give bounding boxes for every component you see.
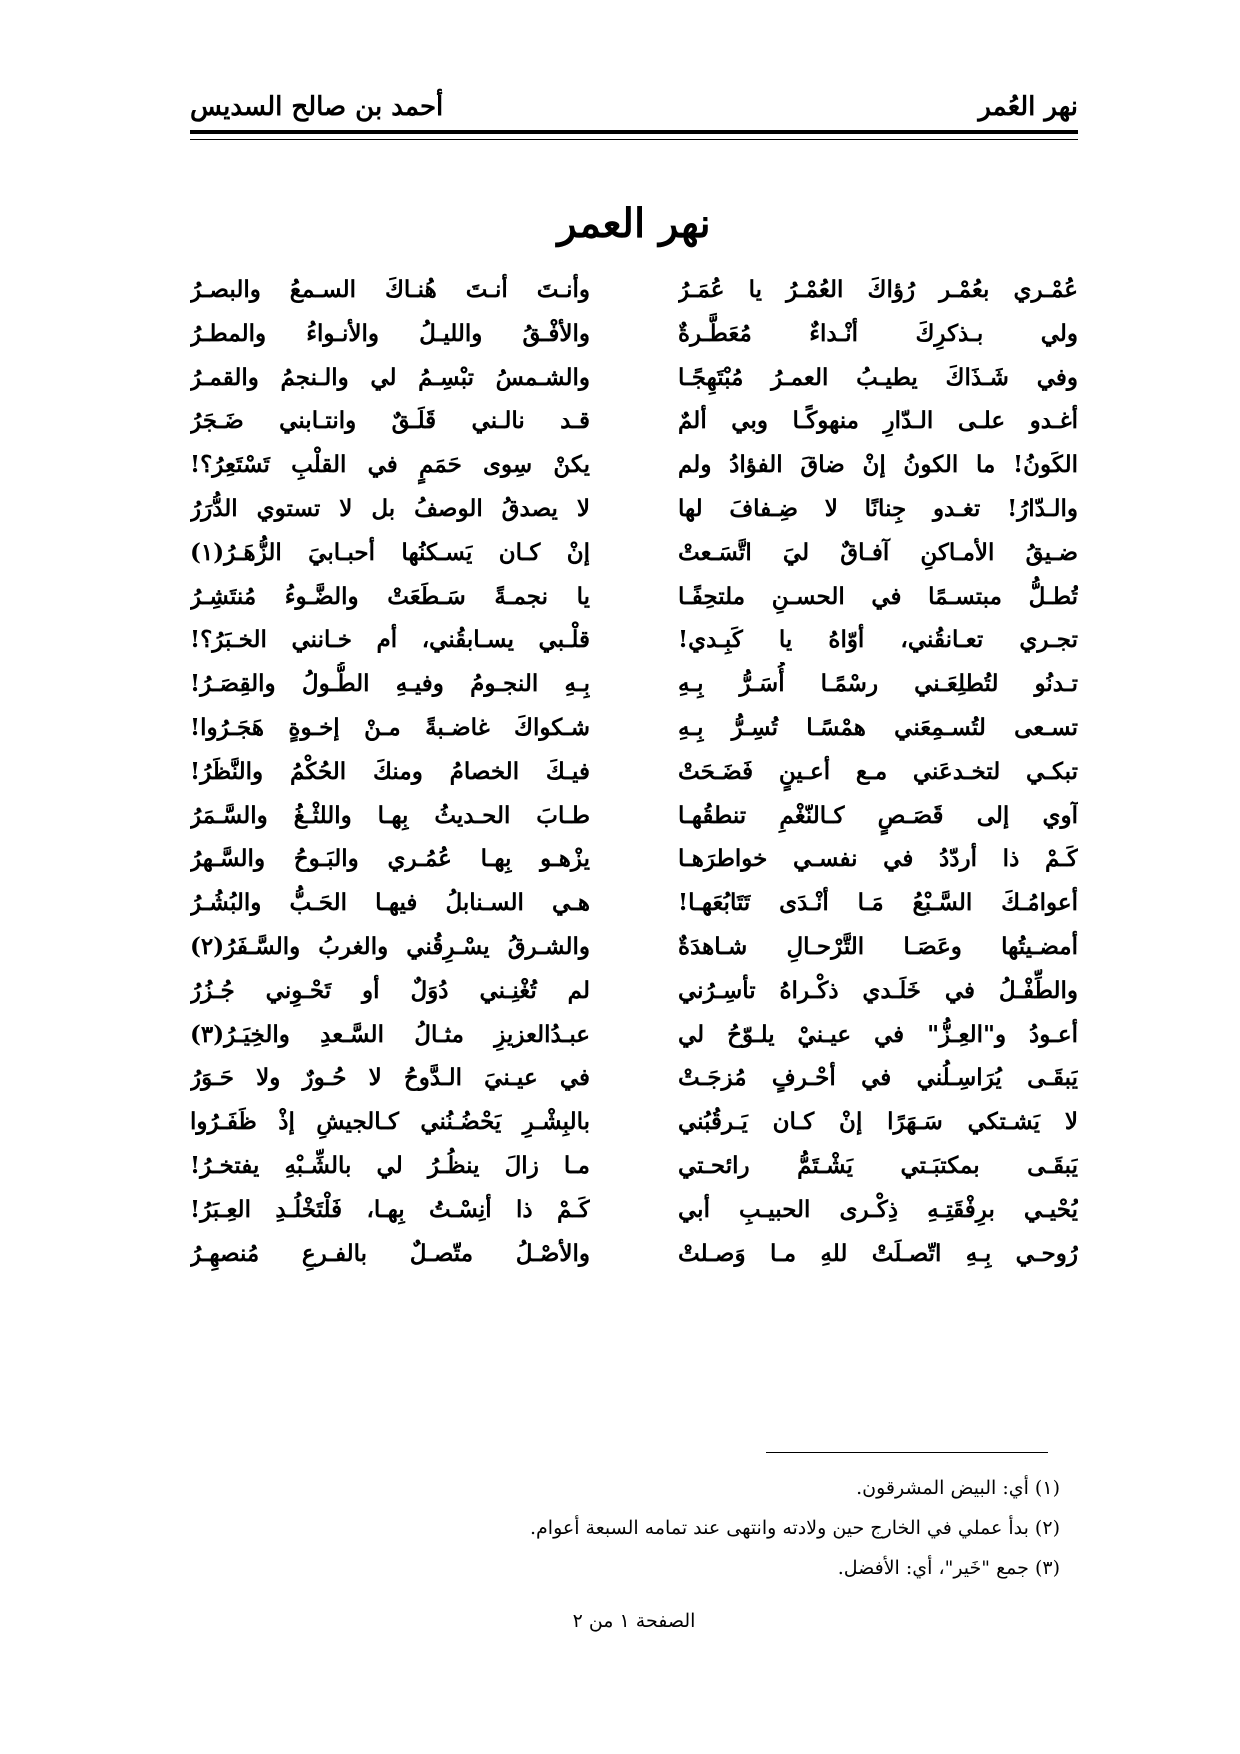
header-poem-title: نهر العُمر: [978, 92, 1078, 122]
verse-ajz: والشـمسُ تبْسِـمُ لي والـنجمُ والقمـرُ: [190, 363, 590, 391]
verse-ajz: والأصْـلُ متّصـلٌ بالفـرعِ مُنصهِـرُ: [190, 1239, 590, 1267]
verse-ajz: عبـدُالعزيزِ مثـالُ السَّـعدِ والخِيَـرُ(٣): [190, 1020, 590, 1048]
verse-ajz: في عيـنيَ الـدَّوحُ لا حُـورٌ ولا حَـوَرُ: [190, 1064, 590, 1092]
verse-sadr: وفي شَـذَاكَ يطيـبُ العمـرُ مُبْتَهِجًـا: [678, 363, 1078, 391]
verse-ajz: كَـمْ ذا أنِسْـتُ بِهـا، فَلْتَخْلُـدِ العِـبَرُ!: [190, 1195, 590, 1223]
verse-sadr: أمضـيتُها وعَصَـا التَّرْحـالِ شـاهدَةٌ: [678, 932, 1078, 960]
verse-ajz: طـابَ الحـديثُ بِهـا واللثْـغُ والسَّـمَرُ: [190, 801, 590, 829]
verse-sadr: الكَونُ! ما الكونُ إنْ ضاقَ الفؤادُ ولم: [678, 451, 1078, 479]
verse-sadr: ضـيقُ الأمـاكنِ آفـاقٌ ليَ اتَّسَـعتْ: [678, 538, 1078, 566]
verse-ajz: قلْـبي يسـابقُني، أم خـانني الخـبَرُ؟!: [190, 626, 590, 654]
verse-sadr: والطِّفْـلُ في خَلَـدي ذكْـراهُ تأسِـرُني: [678, 976, 1078, 1004]
verse-sadr: تجـري تعـانقُني، أوّاهُ يا كَبِـدي!: [678, 626, 1078, 654]
page-header: [190, 78, 1078, 122]
verse-sadr: عُمْـري بعُمْـر رُؤاكَ العُمْـرُ يا عُمَـرُ: [678, 276, 1078, 303]
header-rule-thin: [190, 139, 1078, 140]
verse-sadr: لا يَشـتكي سَـهَرًا إنْ كـان يَـرقُبُني: [678, 1108, 1078, 1136]
verse-sadr: يَبقَـى بمكتبَـتي يَشْـتَمُّ رائحـتي: [678, 1151, 1078, 1179]
page-number: الصفحة ١ من ٢: [572, 1610, 696, 1632]
ajz-column: [190, 268, 590, 1275]
verse-sadr: والـدّارُ! تغـدو جِنانًا لا ضِـفافَ لها: [678, 494, 1078, 522]
poem-body: [190, 268, 1078, 1275]
verse-sadr: يُحْيـي برِفْقَتِـهِ ذِكْـرى الحبيـبِ أبي: [678, 1195, 1078, 1223]
verse-ajz: وأنـتَ أنـتَ هُنـاكَ السـمعُ والبصـرُ: [190, 276, 590, 303]
verse-ajz: يا نجمـةً سَـطَعَتْ والضَّـوءُ مُنتَشِـرُ: [190, 582, 590, 610]
footnote: (٢) بدأ عملي في الخارج حين ولادته وانتهى عند تمامه السبعة أعوام.: [529, 1517, 1060, 1539]
sadr-column: [678, 268, 1078, 1275]
verse-sadr: كَـمْ ذا أردّدُ في نفسـي خواطرَهـا: [678, 845, 1078, 873]
header-author: أحمد بن صالح السديس: [190, 92, 444, 122]
verse-sadr: آوي إلى قَصَـصٍ كـالنّغْمِ تنطقُهـا: [678, 801, 1078, 829]
verse-ajz: يزْهـو بِهـا عُمُـري والبَـوحُ والسَّـهرُ: [190, 845, 590, 873]
footnote: (١) أي: البيض المشرقون.: [856, 1477, 1060, 1499]
verse-ajz: لم تُغْنِـني دُوَلٌ أو تَحْـوِني جُـزُرُ: [190, 976, 590, 1004]
verse-ajz: بالبِشْـرِ يَحْضُـنُني كـالجيشِ إذْ ظَفَـرُوا: [190, 1108, 590, 1136]
verse-sadr: يَبقَـى يُرَاسِـلُني في أحْـرفٍ مُزجَـتْ: [678, 1064, 1078, 1092]
verse-ajz: شـكواكَ غاضـبةً مـنْ إخـوةٍ هَجَـرُوا!: [190, 713, 590, 741]
verse-sadr: أغـدو علـى الـدّارِ منهوكًـا وبي ألمٌ: [678, 407, 1078, 435]
footnote: (٣) جمع "خَير"، أي: الأفضل.: [837, 1557, 1060, 1579]
verse-ajz: فيـكَ الخصامُ ومنكَ الحُكْمُ والنَّظَرُ!: [190, 757, 590, 785]
verse-ajz: قـد نالـني قَلَـقٌ وانتـابني ضَـجَرُ: [190, 407, 590, 435]
footnote-separator: [766, 1452, 1048, 1453]
verse-sadr: تُطـلُّ مبتسـمًا في الحسـنِ ملتحِفًـا: [678, 582, 1078, 610]
footnotes: [190, 1468, 1060, 1588]
verse-sadr: تبكـي لتخـدعَني مـع أعـينٍ فَضَـحَتْ: [678, 757, 1078, 785]
verse-ajz: والأفْـقُ والليـلُ والأنـواءُ والمطـرُ: [190, 319, 590, 347]
poem-title: نهر العمر: [557, 200, 711, 247]
verse-ajz: هـي السـنابلُ فيهـا الحَـبُّ والبُشُـرُ: [190, 889, 590, 917]
verse-sadr: تـدنُو لتُطلِعَـني رسْمًـا أُسَـرُّ بِـهِ: [678, 670, 1078, 698]
verse-sadr: رُوحـي بِـهِ اتّصـلَتْ للهِ مـا وَصـلتْ: [678, 1239, 1078, 1267]
verse-sadr: أعـودُ و"العِـزُّ" في عيـنيْ يلـوّحُ لي: [678, 1020, 1078, 1048]
verse-sadr: أعوامُـكَ السَّـبْعُ مَـا أنْـدَى تَتَابُعَهـا!: [678, 889, 1078, 917]
verse-ajz: إنْ كـان يَسـكنُها أحبـابيَ الزُّهَـرُ(١): [190, 538, 590, 566]
verse-ajz: مـا زالَ ينظُـرُ لي بالشِّـبْهِ يفتخـرُ!: [190, 1151, 590, 1179]
header-rule-thick: [190, 130, 1078, 134]
verse-ajz: لا يصدقُ الوصفُ بل لا تستوي الدُّرَرُ: [190, 494, 590, 522]
verse-ajz: بِـهِ النجـومُ وفيـهِ الطُّـولُ والقِصَـرُ!: [190, 670, 590, 698]
verse-sadr: ولي بـذكرِكَ أنْـداءٌ مُعَطَّـرةٌ: [678, 319, 1078, 347]
verse-ajz: والشـرقُ يسْـرِقُني والغربُ والسَّـفَرُ(٢): [190, 932, 590, 960]
verse-sadr: تسـعى لتُسـمِعَني همْسًـا تُسِـرُّ بِـهِ: [678, 713, 1078, 741]
verse-ajz: يكنْ سِوى حَمَمٍ في القلْبِ تَسْتَعِرُ؟!: [190, 451, 590, 479]
